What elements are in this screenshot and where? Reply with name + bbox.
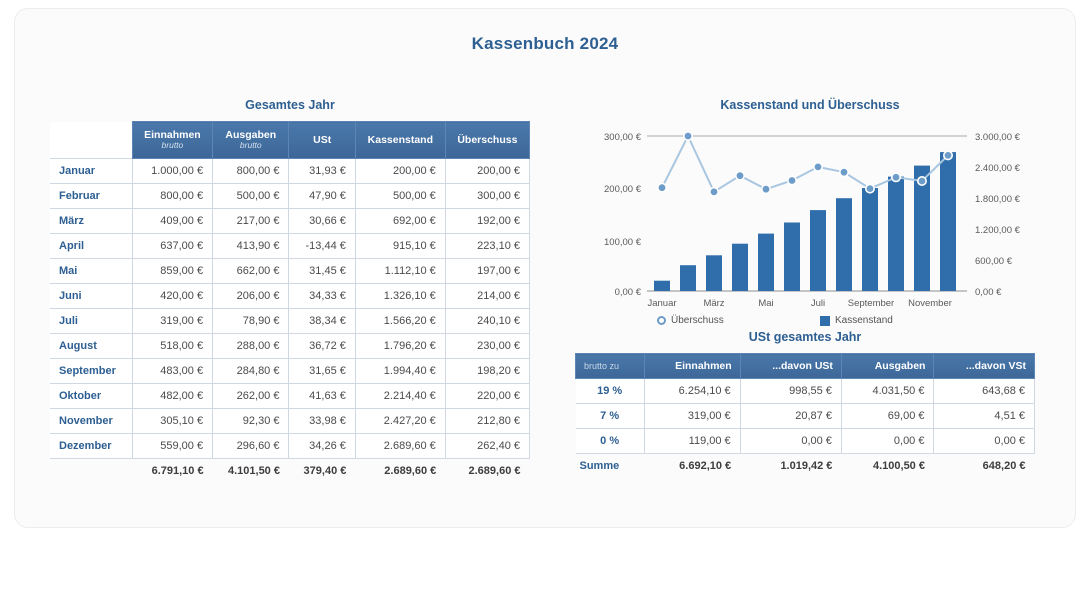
table-row <box>50 433 530 458</box>
x-tick-5: November <box>908 298 952 309</box>
total-kassenstand: 2.689,60 € <box>355 458 445 483</box>
cell-ueberschuss: 230,00 € <box>445 333 529 358</box>
col-label: Überschuss <box>457 133 518 146</box>
right-tick-3: 1.800,00 € <box>975 194 1020 205</box>
cell-kassenstand: 2.214,40 € <box>355 383 445 408</box>
table-row <box>576 379 1035 404</box>
cell-ust: 41,63 € <box>289 383 355 408</box>
ust-cell-einnahmen: 319,00 € <box>644 404 740 429</box>
cell-ueberschuss: 192,00 € <box>445 208 529 233</box>
right-tick-5: 3.000,00 € <box>975 132 1020 143</box>
total-ueberschuss: 2.689,60 € <box>445 458 529 483</box>
ust-cell-ausgaben: 69,00 € <box>841 404 934 429</box>
bar-april <box>732 244 748 291</box>
cell-ausgaben: 262,00 € <box>213 383 289 408</box>
cell-ausgaben: 284,80 € <box>213 358 289 383</box>
cell-ueberschuss: 198,20 € <box>445 358 529 383</box>
ust-total-ausgaben: 4.100,50 € <box>841 454 934 479</box>
chart-area <box>575 121 1045 311</box>
cell-kassenstand: 500,00 € <box>355 183 445 208</box>
year-table-col-ust <box>289 122 355 159</box>
cell-ausgaben: 92,30 € <box>213 408 289 433</box>
cell-ueberschuss: 262,40 € <box>445 433 529 458</box>
ust-table <box>575 353 1035 478</box>
col-sublabel: brutto <box>239 140 262 151</box>
ust-table-header-row <box>576 354 1035 379</box>
row-month: Juni <box>50 283 132 308</box>
point-september <box>866 184 874 192</box>
cell-ausgaben: 217,00 € <box>213 208 289 233</box>
ust-total-label: Summe <box>576 454 645 479</box>
ust-cell-vst: 643,68 € <box>934 379 1035 404</box>
cell-kassenstand: 1.112,10 € <box>355 258 445 283</box>
left-tick-0: 0,00 € <box>614 287 641 298</box>
bar-september <box>862 188 878 291</box>
cell-ust: 38,34 € <box>289 308 355 333</box>
ust-table-title: USt gesamtes Jahr <box>748 330 862 344</box>
cell-ausgaben: 206,00 € <box>213 283 289 308</box>
row-month: September <box>50 358 132 383</box>
table-row <box>50 183 530 208</box>
table-row <box>50 208 530 233</box>
point-juni <box>788 176 796 184</box>
cell-einnahmen: 305,10 € <box>132 408 212 433</box>
ust-cell-vst: 4,51 € <box>934 404 1035 429</box>
ueberschuss-line <box>662 136 948 192</box>
table-row <box>50 158 530 183</box>
cell-einnahmen: 409,00 € <box>132 208 212 233</box>
cell-kassenstand: 1.566,20 € <box>355 308 445 333</box>
bar-oktober <box>888 177 904 291</box>
cell-kassenstand: 2.689,60 € <box>355 433 445 458</box>
left-tick-3: 300,00 € <box>604 132 641 143</box>
year-table-header-row <box>50 122 530 159</box>
cell-kassenstand: 1.994,40 € <box>355 358 445 383</box>
ust-col-davon-vst: ...davon VSt <box>934 354 1035 379</box>
ust-row-rate: 0 % <box>576 429 645 454</box>
bar-juni <box>784 223 800 292</box>
cell-ust: 36,72 € <box>289 333 355 358</box>
table-row <box>50 333 530 358</box>
point-maerz <box>710 188 718 196</box>
ust-table-head <box>576 354 1035 379</box>
left-axis-ticks <box>604 132 642 298</box>
cell-einnahmen: 1.000,00 € <box>132 158 212 183</box>
point-dezember <box>944 151 952 159</box>
point-november <box>918 177 926 185</box>
cell-ausgaben: 662,00 € <box>213 258 289 283</box>
ust-cell-ust: 998,55 € <box>740 379 841 404</box>
ust-total-vst: 648,20 € <box>934 454 1035 479</box>
year-table-col-ausgaben <box>213 122 289 159</box>
ust-col-ausgaben: Ausgaben <box>841 354 934 379</box>
ust-row-rate: 19 % <box>576 379 645 404</box>
table-row <box>50 358 530 383</box>
col-label: Kassenstand <box>367 133 433 146</box>
right-tick-4: 2.400,00 € <box>975 163 1020 174</box>
row-month: April <box>50 233 132 258</box>
ust-table-block <box>575 330 1035 478</box>
col-label: Einnahmen <box>144 129 201 141</box>
right-tick-2: 1.200,00 € <box>975 225 1020 236</box>
ust-cell-ust: 20,87 € <box>740 404 841 429</box>
cell-ueberschuss: 200,00 € <box>445 158 529 183</box>
year-table-body <box>50 158 530 483</box>
ust-table-total-row <box>576 454 1035 479</box>
table-row <box>576 429 1035 454</box>
cell-ausgaben: 296,60 € <box>213 433 289 458</box>
cell-einnahmen: 482,00 € <box>132 383 212 408</box>
cell-einnahmen: 637,00 € <box>132 233 212 258</box>
table-row <box>50 308 530 333</box>
right-axis-ticks <box>975 132 1021 298</box>
chart-block <box>575 98 1045 333</box>
ust-table-body <box>576 379 1035 479</box>
year-table-head <box>50 122 530 159</box>
cell-einnahmen: 859,00 € <box>132 258 212 283</box>
bar-dezember <box>940 152 956 291</box>
legend-label-ueberschuss: Überschuss <box>671 315 724 326</box>
total-einnahmen: 6.791,10 € <box>132 458 212 483</box>
ust-cell-ausgaben: 4.031,50 € <box>841 379 934 404</box>
cell-kassenstand: 200,00 € <box>355 158 445 183</box>
cell-ueberschuss: 300,00 € <box>445 183 529 208</box>
bar-maerz <box>706 255 722 291</box>
row-month: Februar <box>50 183 132 208</box>
table-row <box>50 283 530 308</box>
bar-januar <box>654 281 670 291</box>
point-januar <box>658 184 666 192</box>
cell-ausgaben: 800,00 € <box>213 158 289 183</box>
cell-einnahmen: 800,00 € <box>132 183 212 208</box>
cell-einnahmen: 483,00 € <box>132 358 212 383</box>
cell-kassenstand: 915,10 € <box>355 233 445 258</box>
cell-kassenstand: 2.427,20 € <box>355 408 445 433</box>
col-label: USt <box>313 133 332 146</box>
left-tick-1: 100,00 € <box>604 237 641 248</box>
row-month: März <box>50 208 132 233</box>
ust-col-rate: brutto zu <box>576 354 645 379</box>
right-tick-0: 0,00 € <box>975 287 1002 298</box>
legend-item-kassenstand[interactable] <box>820 315 893 326</box>
x-tick-3: Juli <box>810 298 826 309</box>
row-month: Dezember <box>50 433 132 458</box>
table-row <box>50 258 530 283</box>
cell-ausgaben: 500,00 € <box>213 183 289 208</box>
ust-total-einnahmen: 6.692,10 € <box>644 454 740 479</box>
page-title: Kassenbuch 2024 <box>471 34 619 53</box>
x-axis-ticks <box>647 298 951 309</box>
point-mai <box>762 185 770 193</box>
ust-col-davon-ust: ...davon USt <box>740 354 841 379</box>
total-ust: 379,40 € <box>289 458 355 483</box>
cell-ust: 34,26 € <box>289 433 355 458</box>
x-tick-1: März <box>703 298 725 309</box>
legend-label-kassenstand: Kassenstand <box>835 315 893 326</box>
ust-total-ust: 1.019,42 € <box>740 454 841 479</box>
cell-einnahmen: 420,00 € <box>132 283 212 308</box>
combo-chart-svg <box>575 121 1045 311</box>
table-row <box>50 233 530 258</box>
right-tick-1: 600,00 € <box>975 256 1012 267</box>
point-august <box>840 168 848 176</box>
legend-item-ueberschuss[interactable] <box>657 315 724 326</box>
chart-title: Kassenstand und Überschuss <box>720 98 900 112</box>
year-table-col-kassenstand <box>355 122 445 159</box>
ust-cell-vst: 0,00 € <box>934 429 1035 454</box>
row-month: Januar <box>50 158 132 183</box>
bar-marker-icon <box>820 316 830 326</box>
cell-ueberschuss: 212,80 € <box>445 408 529 433</box>
row-month: Mai <box>50 258 132 283</box>
year-table-col-corner <box>50 122 132 159</box>
cell-einnahmen: 518,00 € <box>132 333 212 358</box>
cell-ust: -13,44 € <box>289 233 355 258</box>
row-month: November <box>50 408 132 433</box>
cell-ust: 30,66 € <box>289 208 355 233</box>
ust-cell-ust: 0,00 € <box>740 429 841 454</box>
cell-kassenstand: 692,00 € <box>355 208 445 233</box>
cell-ausgaben: 413,90 € <box>213 233 289 258</box>
cell-ueberschuss: 223,10 € <box>445 233 529 258</box>
table-row <box>50 383 530 408</box>
row-month: August <box>50 333 132 358</box>
cell-ausgaben: 78,90 € <box>213 308 289 333</box>
cell-einnahmen: 319,00 € <box>132 308 212 333</box>
cell-ausgaben: 288,00 € <box>213 333 289 358</box>
ust-cell-einnahmen: 119,00 € <box>644 429 740 454</box>
table-row <box>50 408 530 433</box>
point-oktober <box>892 173 900 181</box>
year-table <box>50 121 530 483</box>
cell-ueberschuss: 214,00 € <box>445 283 529 308</box>
year-table-total-row <box>50 458 530 483</box>
point-april <box>736 172 744 180</box>
table-row <box>576 404 1035 429</box>
point-februar <box>684 132 692 140</box>
left-tick-2: 200,00 € <box>604 184 641 195</box>
cell-ust: 31,93 € <box>289 158 355 183</box>
cell-ust: 31,65 € <box>289 358 355 383</box>
ust-row-rate: 7 % <box>576 404 645 429</box>
ust-cell-ausgaben: 0,00 € <box>841 429 934 454</box>
bar-mai <box>758 234 774 291</box>
total-label <box>50 458 132 483</box>
cell-ueberschuss: 220,00 € <box>445 383 529 408</box>
cell-kassenstand: 1.326,10 € <box>355 283 445 308</box>
year-table-block <box>50 98 530 483</box>
total-ausgaben: 4.101,50 € <box>213 458 289 483</box>
year-table-title: Gesamtes Jahr <box>245 98 335 112</box>
x-tick-2: Mai <box>758 298 774 309</box>
row-month: Oktober <box>50 383 132 408</box>
line-marker-icon <box>657 316 666 325</box>
row-month: Juli <box>50 308 132 333</box>
bar-august <box>836 198 852 291</box>
bar-februar <box>680 265 696 291</box>
year-table-col-einnahmen <box>132 122 212 159</box>
point-juli <box>814 163 822 171</box>
col-label: Ausgaben <box>225 129 277 141</box>
ust-cell-einnahmen: 6.254,10 € <box>644 379 740 404</box>
cell-ueberschuss: 197,00 € <box>445 258 529 283</box>
cell-ust: 31,45 € <box>289 258 355 283</box>
cell-ueberschuss: 240,10 € <box>445 308 529 333</box>
col-sublabel: brutto <box>161 140 184 151</box>
year-table-col-ueberschuss <box>445 122 529 159</box>
cell-ust: 33,98 € <box>289 408 355 433</box>
cell-ust: 34,33 € <box>289 283 355 308</box>
cell-ust: 47,90 € <box>289 183 355 208</box>
x-tick-4: September <box>847 298 895 309</box>
x-tick-0: Januar <box>647 298 677 309</box>
cell-kassenstand: 1.796,20 € <box>355 333 445 358</box>
cell-einnahmen: 559,00 € <box>132 433 212 458</box>
bar-juli <box>810 210 826 291</box>
ust-col-einnahmen: Einnahmen <box>644 354 740 379</box>
